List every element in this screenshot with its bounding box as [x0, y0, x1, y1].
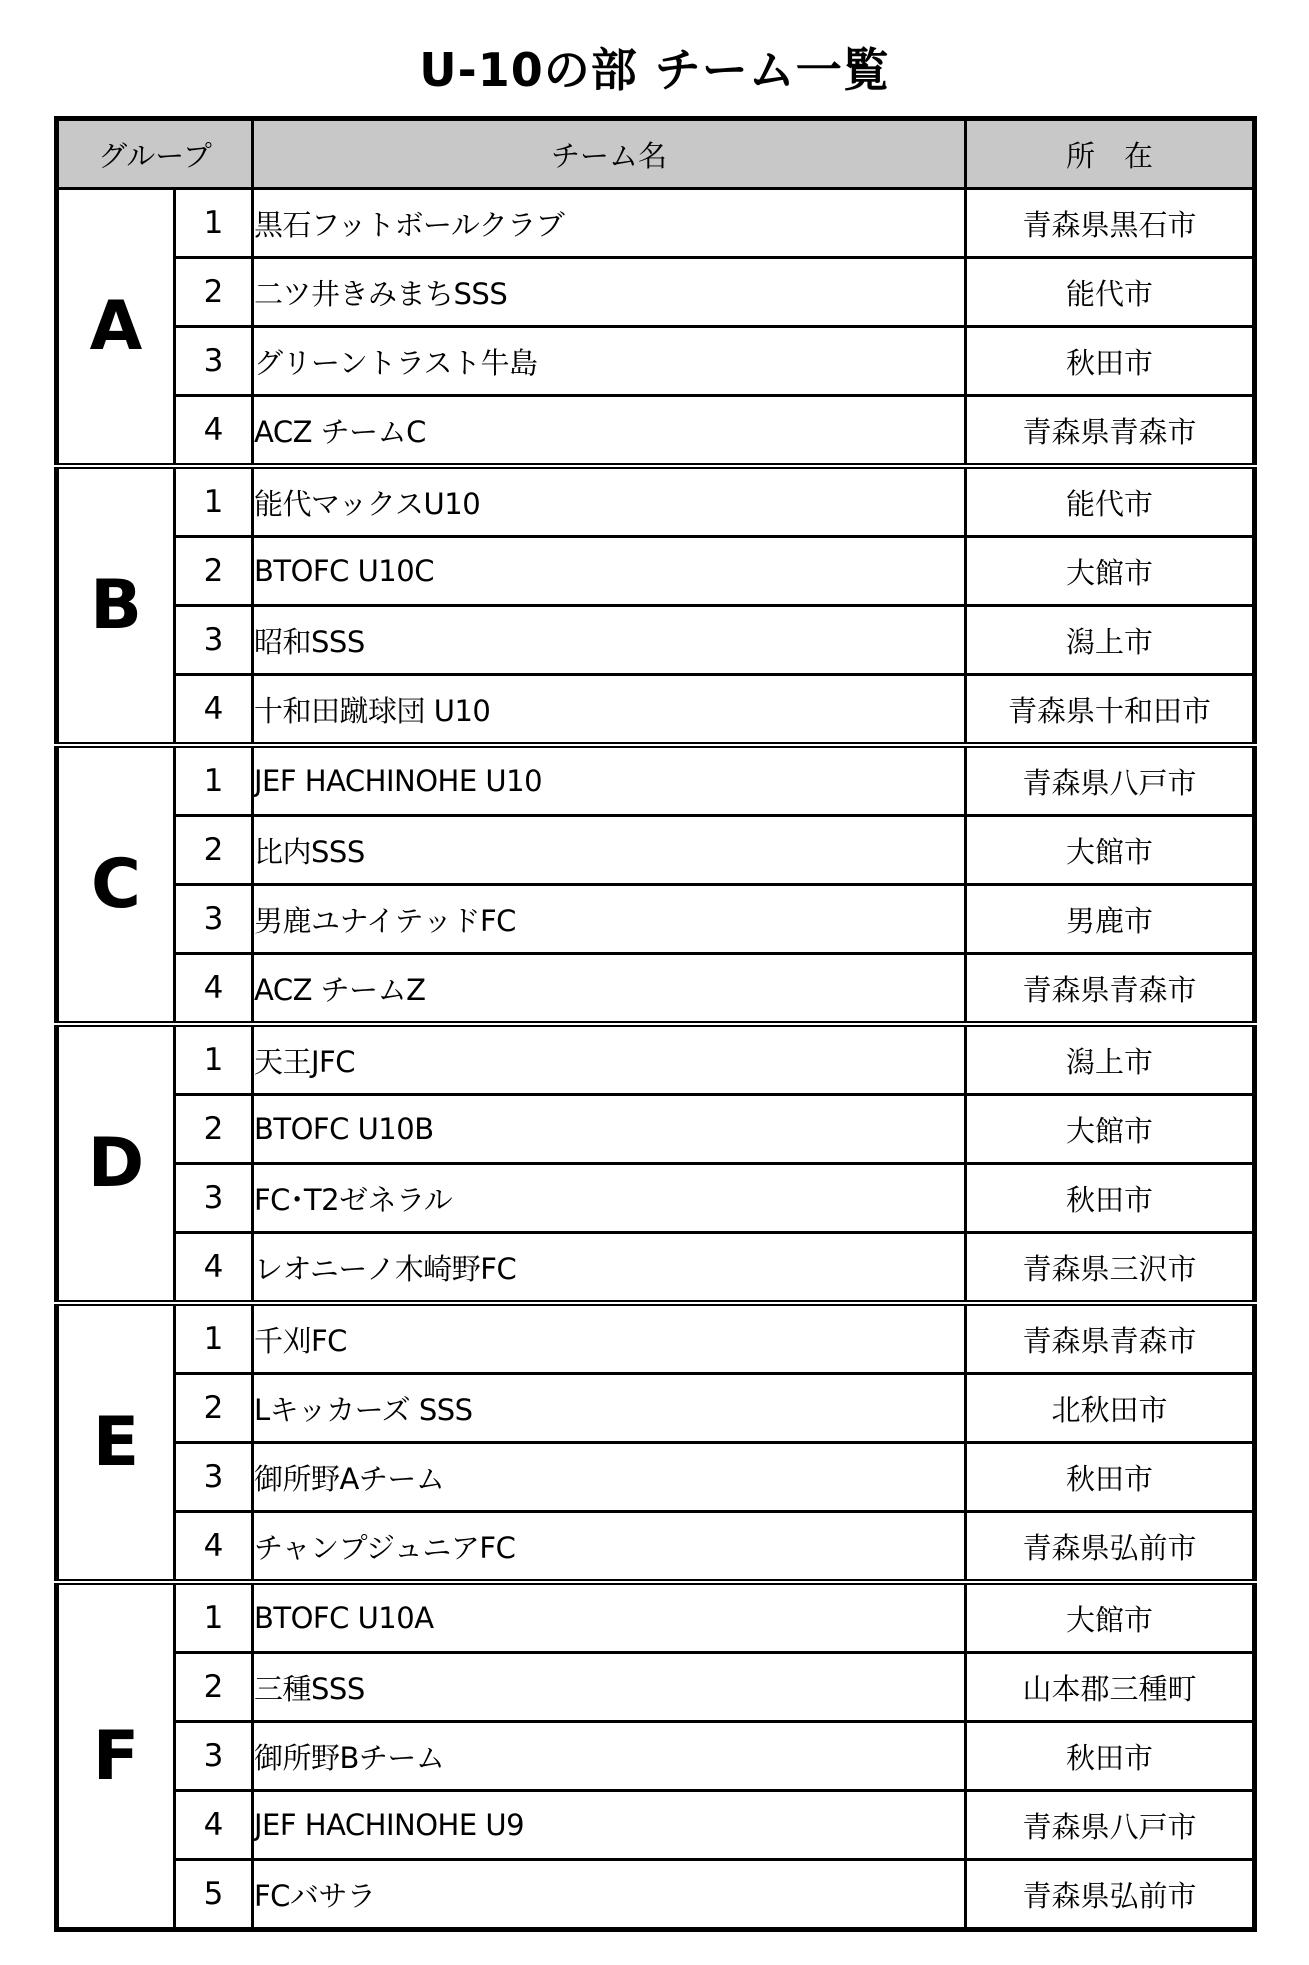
team-name: JEF HACHINOHE U9: [253, 1791, 966, 1860]
team-location: 潟上市: [966, 1024, 1255, 1095]
team-number: 2: [175, 1374, 253, 1443]
team-name: 昭和SSS: [253, 606, 966, 675]
table-row: [57, 1095, 1255, 1164]
table-body: [57, 189, 1255, 1930]
team-location: 大館市: [966, 816, 1255, 885]
team-name: 二ツ井きみまちSSS: [253, 258, 966, 327]
team-number: 1: [175, 1303, 253, 1374]
team-name: ACZ チームC: [253, 396, 966, 467]
team-number: 4: [175, 396, 253, 467]
table-row: [57, 537, 1255, 606]
team-name: FCバサラ: [253, 1860, 966, 1930]
header-team-name: チーム名: [253, 119, 966, 189]
header-group: グループ: [57, 119, 253, 189]
team-number: 4: [175, 675, 253, 746]
team-number: 3: [175, 327, 253, 396]
team-location: 大館市: [966, 1582, 1255, 1653]
team-name: 千刈FC: [253, 1303, 966, 1374]
header-location: 所 在: [966, 119, 1255, 189]
team-number: 3: [175, 1443, 253, 1512]
team-number: 1: [175, 1582, 253, 1653]
team-number: 3: [175, 885, 253, 954]
team-location: 青森県青森市: [966, 396, 1255, 467]
table-row: [57, 1024, 1255, 1095]
table-row: [57, 1722, 1255, 1791]
team-name: BTOFC U10C: [253, 537, 966, 606]
team-location: 男鹿市: [966, 885, 1255, 954]
team-name: 三種SSS: [253, 1653, 966, 1722]
team-number: 1: [175, 189, 253, 258]
team-name: Lキッカーズ SSS: [253, 1374, 966, 1443]
team-location: 潟上市: [966, 606, 1255, 675]
team-location: 青森県十和田市: [966, 675, 1255, 746]
table-row: [57, 1512, 1255, 1583]
team-number: 1: [175, 745, 253, 816]
team-number: 1: [175, 1024, 253, 1095]
team-name: チャンプジュニアFC: [253, 1512, 966, 1583]
table-row: [57, 396, 1255, 467]
team-table: [54, 116, 1257, 1932]
table-header: [57, 119, 1255, 189]
team-location: 青森県弘前市: [966, 1860, 1255, 1930]
team-number: 2: [175, 1095, 253, 1164]
group-label: B: [57, 466, 175, 745]
team-location: 青森県青森市: [966, 954, 1255, 1025]
team-name: BTOFC U10B: [253, 1095, 966, 1164]
team-number: 4: [175, 954, 253, 1025]
team-location: 山本郡三種町: [966, 1653, 1255, 1722]
table-row: [57, 1443, 1255, 1512]
team-name: 御所野Bチーム: [253, 1722, 966, 1791]
team-number: 4: [175, 1512, 253, 1583]
table-row: [57, 1582, 1255, 1653]
table-row: [57, 954, 1255, 1025]
table-row: [57, 1791, 1255, 1860]
group-label: F: [57, 1582, 175, 1930]
team-number: 2: [175, 258, 253, 327]
table-row: [57, 606, 1255, 675]
team-location: 大館市: [966, 537, 1255, 606]
team-number: 1: [175, 466, 253, 537]
table-row: [57, 1164, 1255, 1233]
team-location: 青森県八戸市: [966, 1791, 1255, 1860]
team-name: ACZ チームZ: [253, 954, 966, 1025]
team-location: 青森県弘前市: [966, 1512, 1255, 1583]
team-location: 北秋田市: [966, 1374, 1255, 1443]
table-row: [57, 1653, 1255, 1722]
table-row: [57, 466, 1255, 537]
team-number: 2: [175, 537, 253, 606]
team-location: 大館市: [966, 1095, 1255, 1164]
table-row: [57, 258, 1255, 327]
table-row: [57, 1374, 1255, 1443]
table-row: [57, 745, 1255, 816]
table-row: [57, 1860, 1255, 1930]
team-name: 御所野Aチーム: [253, 1443, 966, 1512]
team-name: 男鹿ユナイテッドFC: [253, 885, 966, 954]
table-row: [57, 885, 1255, 954]
team-location: 青森県三沢市: [966, 1233, 1255, 1304]
team-number: 3: [175, 1164, 253, 1233]
group-label: D: [57, 1024, 175, 1303]
team-name: FC･T2ゼネラル: [253, 1164, 966, 1233]
team-number: 2: [175, 816, 253, 885]
team-number: 2: [175, 1653, 253, 1722]
team-location: 青森県黒石市: [966, 189, 1255, 258]
team-name: 能代マックスU10: [253, 466, 966, 537]
table-row: [57, 816, 1255, 885]
team-number: 5: [175, 1860, 253, 1930]
team-name: 黒石フットボールクラブ: [253, 189, 966, 258]
team-name: 十和田蹴球団 U10: [253, 675, 966, 746]
team-location: 秋田市: [966, 327, 1255, 396]
team-location: 秋田市: [966, 1722, 1255, 1791]
team-location: 秋田市: [966, 1443, 1255, 1512]
team-name: グリーントラスト牛島: [253, 327, 966, 396]
group-label: C: [57, 745, 175, 1024]
team-number: 3: [175, 1722, 253, 1791]
team-number: 4: [175, 1233, 253, 1304]
team-location: 秋田市: [966, 1164, 1255, 1233]
team-location: 青森県八戸市: [966, 745, 1255, 816]
team-number: 4: [175, 1791, 253, 1860]
table-row: [57, 1303, 1255, 1374]
team-location: 能代市: [966, 258, 1255, 327]
team-name: BTOFC U10A: [253, 1582, 966, 1653]
team-number: 3: [175, 606, 253, 675]
team-name: 天王JFC: [253, 1024, 966, 1095]
team-name: JEF HACHINOHE U10: [253, 745, 966, 816]
table-row: [57, 675, 1255, 746]
team-name: レオニーノ木崎野FC: [253, 1233, 966, 1304]
team-name: 比内SSS: [253, 816, 966, 885]
table-row: [57, 327, 1255, 396]
group-label: A: [57, 189, 175, 467]
group-label: E: [57, 1303, 175, 1582]
table-row: [57, 189, 1255, 258]
table-row: [57, 1233, 1255, 1304]
team-location: 能代市: [966, 466, 1255, 537]
team-location: 青森県青森市: [966, 1303, 1255, 1374]
page-title: U-10の部 チーム一覧: [419, 43, 890, 97]
